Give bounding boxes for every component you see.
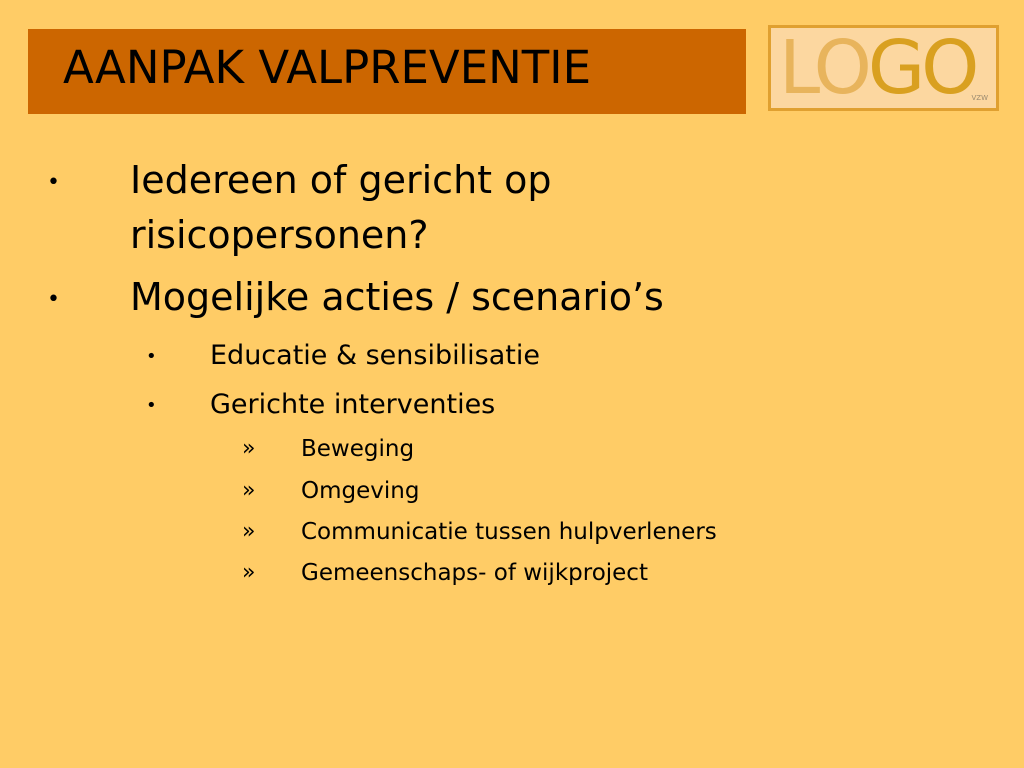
bullet-text: risicopersonen?: [130, 213, 429, 257]
logo-part-lo: LO: [779, 25, 868, 111]
sub-bullet-text: Gerichte interventies: [210, 389, 496, 420]
sub-sub-bullet-marker: »: [242, 478, 256, 503]
sub-sub-bullet-marker: »: [242, 436, 256, 461]
bullet-marker: •: [47, 170, 60, 195]
sub-sub-bullet-text: Communicatie tussen hulpverleners: [301, 519, 717, 545]
bullet-marker: •: [47, 287, 60, 312]
sub-bullet-text: Educatie & sensibilisatie: [210, 340, 540, 371]
logo-part-go: GO: [867, 25, 976, 111]
logo-suffix: VZW: [971, 94, 988, 102]
title-bar: [28, 29, 746, 114]
logo: [768, 25, 999, 111]
sub-sub-bullet-marker: »: [242, 519, 256, 544]
bullet-text: Iedereen of gericht op: [130, 158, 552, 202]
sub-sub-bullet-text: Omgeving: [301, 478, 420, 504]
bullet-text: Mogelijke acties / scenario’s: [130, 275, 664, 319]
sub-sub-bullet-text: Beweging: [301, 436, 415, 462]
sub-sub-bullet-marker: »: [242, 560, 256, 585]
slide-title: AANPAK VALPREVENTIE: [63, 41, 592, 94]
logo-wordmark: [779, 25, 976, 111]
sub-bullet-marker: •: [146, 346, 157, 367]
sub-bullet-marker: •: [146, 395, 157, 416]
sub-sub-bullet-text: Gemeenschaps- of wijkproject: [301, 560, 648, 586]
